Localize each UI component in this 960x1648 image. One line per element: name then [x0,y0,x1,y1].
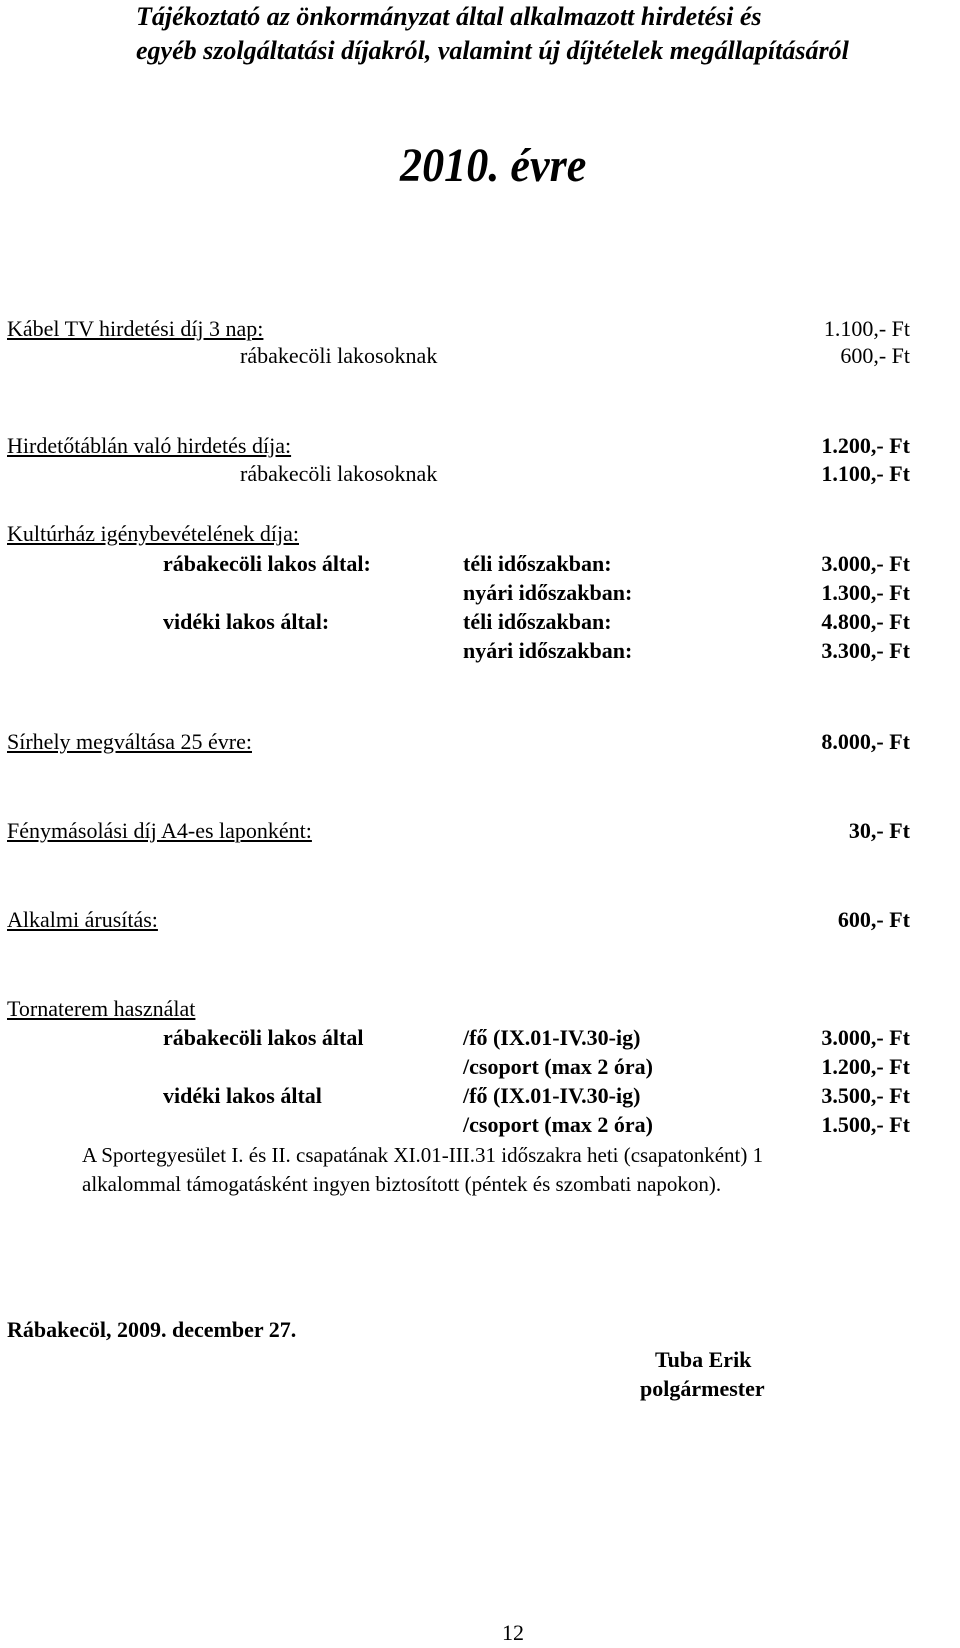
year-heading: 2010. évre [400,139,587,192]
tornaterem-local-person-label: /fő (IX.01-IV.30-ig) [463,1025,641,1050]
title-line-2: egyéb szolgáltatási díjakról, valamint új díjtételek megállapításáról [136,36,849,65]
tornaterem-rural-group-amount: 1.500,- Ft [821,1112,910,1137]
tornaterem-local-label: rábakecöli lakos által [163,1025,364,1050]
page-number: 12 [502,1620,524,1645]
hirdeto-sub-amount: 1.100,- Ft [821,461,910,486]
signer-name: Tuba Erik [655,1347,752,1372]
kabel-sub-label: rábakecöli lakosoknak [240,343,438,368]
kulturhaz-local-summer-amount: 1.300,- Ft [821,580,910,605]
fenymasolas-label: Fénymásolási díj A4-es laponként: [7,818,312,843]
place-date: Rábakecöl, 2009. december 27. [7,1317,297,1342]
fenymasolas-amount: 30,- Ft [848,818,910,843]
kabel-amount: 1.100,- Ft [823,316,910,341]
hirdeto-sub-label: rábakecöli lakosoknak [240,461,438,486]
tornaterem-rural-group-label: /csoport (max 2 óra) [463,1112,654,1137]
tornaterem-local-group-label: /csoport (max 2 óra) [463,1054,654,1079]
alkalmi-amount: 600,- Ft [837,907,910,932]
kulturhaz-heading: Kultúrház igénybevételének díja: [7,521,299,546]
kulturhaz-rural-summer-amount: 3.300,- Ft [821,638,910,663]
kulturhaz-local-winter-label: téli időszakban: [463,551,612,576]
title-line-1: Tájékoztató az önkormányzat által alkalmazott hirdetési és [136,2,762,31]
hirdeto-label: Hirdetőtáblán való hirdetés díja: [7,433,292,458]
tornaterem-rural-person-label: /fő (IX.01-IV.30-ig) [463,1083,641,1108]
hirdeto-amount: 1.200,- Ft [821,433,910,458]
kabel-sub-amount: 600,- Ft [840,343,910,368]
tornaterem-rural-person-amount: 3.500,- Ft [821,1083,910,1108]
kulturhaz-local-label: rábakecöli lakos által: [163,551,371,576]
signer-title: polgármester [640,1376,765,1401]
sirhely-amount: 8.000,- Ft [821,729,910,754]
kulturhaz-rural-winter-amount: 4.800,- Ft [821,609,910,634]
tornaterem-rural-label: vidéki lakos által [163,1083,322,1108]
tornaterem-heading: Tornaterem használat [7,996,196,1021]
kulturhaz-rural-label: vidéki lakos által: [163,609,330,634]
tornaterem-note-line-1: A Sportegyesület I. és II. csapatának XI.01-III.31 időszakra heti (csapatonként) 1 [82,1143,764,1167]
tornaterem-note-line-2: alkalommal támogatásként ingyen biztosított (péntek és szombati napokon). [82,1172,722,1196]
sirhely-label: Sírhely megváltása 25 évre: [7,729,252,754]
kulturhaz-rural-winter-label: téli időszakban: [463,609,612,634]
tornaterem-local-group-amount: 1.200,- Ft [821,1054,910,1079]
kulturhaz-rural-summer-label: nyári időszakban: [463,638,633,663]
alkalmi-label: Alkalmi árusítás: [7,907,158,932]
kulturhaz-local-winter-amount: 3.000,- Ft [821,551,910,576]
kulturhaz-local-summer-label: nyári időszakban: [463,580,633,605]
kabel-label: Kábel TV hirdetési díj 3 nap: [7,316,264,341]
tornaterem-local-person-amount: 3.000,- Ft [821,1025,910,1050]
